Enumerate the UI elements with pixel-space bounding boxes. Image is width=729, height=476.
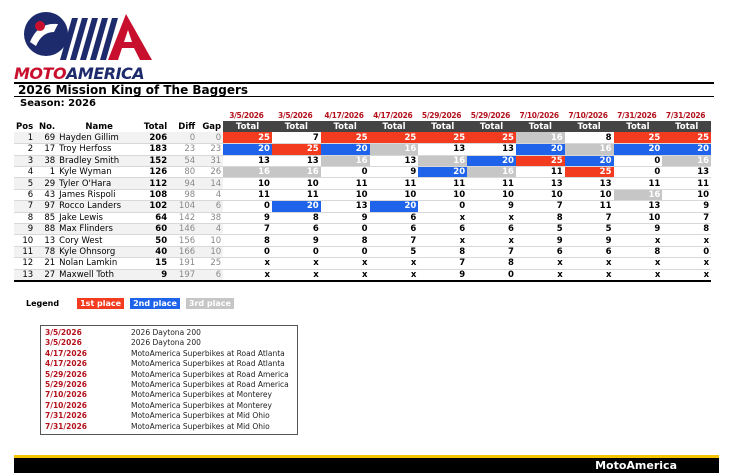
cell-race-points: 8 (223, 235, 272, 246)
cell-race-points: 16 (565, 144, 614, 155)
event-name: 2026 Daytona 200 (131, 338, 201, 348)
cell-name: Kyle Ohnsorg (57, 246, 141, 257)
cell-race-points: 9 (565, 235, 614, 246)
cell-diff: 94 (169, 178, 197, 189)
cell-race-points: 11 (662, 178, 711, 189)
cell-total: 60 (141, 224, 169, 235)
cell-name: Hayden Gillim (57, 132, 141, 143)
cell-diff: 80 (169, 167, 197, 178)
cell-name: Tyler O'Hara (57, 178, 141, 189)
cell-gap: 10 (197, 235, 223, 246)
race-total-header: Total (614, 121, 663, 132)
event-date: 5/29/2026 (45, 369, 88, 379)
cell-pos: 8 (14, 212, 35, 223)
event-date: 3/5/2026 (45, 328, 82, 337)
legend-first-place: 1st place (77, 298, 124, 309)
cell-race-points: 10 (223, 178, 272, 189)
race-date-header: 7/10/2026 (568, 111, 608, 120)
cell-race-points: x (223, 269, 272, 281)
cell-race-points: 11 (370, 178, 419, 189)
race-date-header: 5/29/2026 (470, 111, 511, 120)
cell-race-points: 10 (272, 178, 321, 189)
standings-body (14, 132, 711, 280)
page-title: 2026 Mission King of The Baggers (18, 83, 249, 97)
header-pos: Pos (16, 121, 34, 132)
cell-total: 9 (141, 269, 169, 281)
cell-race-points: 25 (272, 144, 321, 155)
cell-no: 38 (35, 155, 57, 166)
table-row (14, 167, 711, 178)
cell-total: 50 (141, 235, 169, 246)
cell-race-points: x (662, 258, 711, 269)
cell-diff: 98 (169, 189, 197, 200)
cell-race-points: 8 (321, 235, 370, 246)
table-row (14, 144, 711, 155)
cell-race-points: 25 (321, 132, 370, 143)
legend (26, 298, 240, 309)
cell-race-points: 20 (370, 201, 419, 212)
event-name: MotoAmerica Superbikes at Monterey (131, 390, 272, 400)
cell-race-points: 9 (467, 201, 516, 212)
event-date: 7/10/2026 (45, 390, 88, 400)
cell-race-points: 20 (614, 144, 663, 155)
cell-pos: 4 (14, 167, 35, 178)
cell-no: 17 (35, 144, 57, 155)
cell-race-points: 16 (662, 155, 711, 166)
cell-gap: 38 (197, 212, 223, 223)
table-row (14, 212, 711, 223)
cell-race-points: 20 (467, 155, 516, 166)
cell-gap: 23 (197, 144, 223, 155)
cell-race-points: x (418, 212, 467, 223)
cell-race-points: 8 (516, 212, 565, 223)
cell-race-points: 8 (418, 246, 467, 257)
cell-total: 40 (141, 246, 169, 257)
cell-race-points: x (223, 258, 272, 269)
cell-race-points: 16 (614, 189, 663, 200)
cell-race-points: 11 (418, 178, 467, 189)
race-total-header: Total (565, 121, 614, 132)
cell-pos: 12 (14, 258, 35, 269)
event-date: 7/31/2026 (45, 421, 88, 431)
event-row (45, 411, 293, 421)
cell-race-points: 16 (370, 144, 419, 155)
cell-race-points: 16 (272, 167, 321, 178)
race-dates-row (222, 111, 710, 121)
cell-race-points: x (272, 258, 321, 269)
cell-race-points: 0 (662, 246, 711, 257)
cell-race-points: 10 (418, 189, 467, 200)
event-row (45, 359, 293, 369)
table-row (14, 224, 711, 235)
season-label: Season: 2026 (20, 98, 96, 109)
cell-total: 112 (141, 178, 169, 189)
event-name: MotoAmerica Superbikes at Mid Ohio (131, 421, 270, 431)
table-header-row (14, 121, 711, 132)
cell-race-points: 9 (662, 201, 711, 212)
cell-name: James Rispoli (57, 189, 141, 200)
motoamerica-logo (14, 8, 160, 83)
cell-race-points: 9 (614, 224, 663, 235)
cell-race-points: x (516, 269, 565, 281)
cell-diff: 146 (169, 224, 197, 235)
cell-race-points: x (467, 235, 516, 246)
cell-pos: 10 (14, 235, 35, 246)
event-row (45, 328, 293, 338)
cell-race-points: 11 (516, 167, 565, 178)
standings-table (14, 121, 711, 282)
cell-race-points: 13 (516, 178, 565, 189)
cell-name: Bradley Smith (57, 155, 141, 166)
cell-race-points: 7 (418, 258, 467, 269)
cell-race-points: 9 (370, 167, 419, 178)
footer-bar (14, 455, 719, 473)
cell-no: 43 (35, 189, 57, 200)
cell-race-points: 13 (272, 155, 321, 166)
legend-second-place: 2nd place (130, 298, 180, 309)
cell-race-points: 20 (418, 167, 467, 178)
cell-pos: 5 (14, 178, 35, 189)
cell-race-points: 20 (272, 201, 321, 212)
cell-gap: 6 (197, 201, 223, 212)
cell-race-points: 16 (467, 167, 516, 178)
cell-total: 108 (141, 189, 169, 200)
cell-race-points: 0 (321, 167, 370, 178)
race-date-header: 7/31/2026 (617, 111, 657, 120)
header-name: Name (85, 121, 113, 132)
race-total-header: Total (516, 121, 565, 132)
race-date-header: 7/10/2026 (519, 111, 559, 120)
cell-diff: 54 (169, 155, 197, 166)
cell-race-points: 25 (662, 132, 711, 143)
cell-pos: 6 (14, 189, 35, 200)
cell-gap: 14 (197, 178, 223, 189)
cell-race-points: x (370, 269, 419, 281)
cell-diff: 142 (169, 212, 197, 223)
cell-race-points: x (418, 235, 467, 246)
legend-third-place: 3rd place (186, 298, 234, 309)
event-row (45, 380, 293, 390)
cell-pos: 1 (14, 132, 35, 143)
cell-gap: 25 (197, 258, 223, 269)
race-date-header: 5/29/2026 (421, 111, 462, 120)
events-list (40, 325, 298, 435)
cell-race-points: 0 (467, 269, 516, 281)
cell-name: Jake Lewis (57, 212, 141, 223)
cell-race-points: x (370, 258, 419, 269)
cell-race-points: 13 (223, 155, 272, 166)
cell-race-points: 7 (565, 212, 614, 223)
cell-no: 27 (35, 269, 57, 281)
race-total-header: Total (223, 121, 272, 132)
event-name: MotoAmerica Superbikes at Road Atlanta (131, 348, 285, 358)
cell-race-points: x (662, 235, 711, 246)
cell-name: Troy Herfoss (57, 144, 141, 155)
cell-pos: 3 (14, 155, 35, 166)
cell-race-points: 10 (614, 212, 663, 223)
event-date: 4/17/2026 (45, 359, 88, 369)
cell-no: 29 (35, 178, 57, 189)
footer-brand: MotoAmerica (595, 459, 677, 472)
cell-race-points: x (516, 258, 565, 269)
cell-race-points: 9 (418, 269, 467, 281)
cell-race-points: 6 (418, 224, 467, 235)
cell-race-points: 6 (516, 246, 565, 257)
title-bar (14, 82, 714, 97)
cell-pos: 7 (14, 201, 35, 212)
race-date-header: 3/5/2026 (229, 111, 264, 120)
cell-race-points: 11 (272, 189, 321, 200)
cell-total: 102 (141, 201, 169, 212)
race-date-header: 4/17/2026 (373, 111, 413, 120)
event-name: MotoAmerica Superbikes at Road Atlanta (131, 359, 285, 369)
cell-total: 64 (141, 212, 169, 223)
header-diff: Diff (178, 121, 196, 132)
cell-total: 15 (141, 258, 169, 269)
cell-race-points: 25 (614, 132, 663, 143)
cell-gap: 6 (197, 269, 223, 281)
cell-race-points: 0 (418, 201, 467, 212)
cell-name: Maxwell Toth (57, 269, 141, 281)
cell-race-points: 25 (565, 167, 614, 178)
cell-race-points: 13 (370, 155, 419, 166)
cell-race-points: x (467, 212, 516, 223)
cell-race-points: x (565, 269, 614, 281)
event-row (45, 422, 293, 432)
cell-diff: 156 (169, 235, 197, 246)
header-total: Total (143, 121, 168, 132)
cell-gap: 26 (197, 167, 223, 178)
event-name: MotoAmerica Superbikes at Road America (131, 379, 289, 389)
table-row (14, 269, 711, 281)
cell-race-points: 8 (662, 224, 711, 235)
cell-race-points: 25 (370, 132, 419, 143)
cell-race-points: 7 (467, 246, 516, 257)
cell-race-points: 11 (565, 201, 614, 212)
event-name: MotoAmerica Superbikes at Road America (131, 369, 289, 379)
cell-race-points: 20 (565, 155, 614, 166)
race-total-header: Total (321, 121, 370, 132)
cell-race-points: 13 (321, 201, 370, 212)
event-name: 2026 Daytona 200 (131, 328, 201, 337)
cell-race-points: 7 (223, 224, 272, 235)
cell-name: Cory West (57, 235, 141, 246)
cell-pos: 11 (14, 246, 35, 257)
cell-name: Nolan Lamkin (57, 258, 141, 269)
cell-race-points: x (614, 269, 663, 281)
race-date-header: 3/5/2026 (278, 111, 313, 120)
cell-pos: 13 (14, 269, 35, 281)
cell-race-points: 6 (467, 224, 516, 235)
cell-diff: 166 (169, 246, 197, 257)
cell-race-points: 7 (272, 132, 321, 143)
cell-race-points: 8 (272, 212, 321, 223)
header-gap: Gap (202, 121, 222, 132)
cell-race-points: x (321, 258, 370, 269)
cell-diff: 104 (169, 201, 197, 212)
event-row (45, 349, 293, 359)
cell-race-points: 6 (370, 224, 419, 235)
cell-diff: 23 (169, 144, 197, 155)
event-name: MotoAmerica Superbikes at Monterey (131, 400, 272, 410)
cell-gap: 31 (197, 155, 223, 166)
race-date-header: 4/17/2026 (324, 111, 364, 120)
logo-wordmark: MOTOAMERICA (14, 64, 145, 83)
event-date: 5/29/2026 (45, 379, 88, 389)
cell-race-points: 8 (614, 246, 663, 257)
cell-race-points: 6 (272, 224, 321, 235)
cell-no: 69 (35, 132, 57, 143)
cell-race-points: 0 (223, 246, 272, 257)
cell-race-points: 13 (662, 167, 711, 178)
table-row (14, 201, 711, 212)
cell-race-points: 16 (418, 155, 467, 166)
cell-race-points: 25 (223, 132, 272, 143)
cell-pos: 9 (14, 224, 35, 235)
cell-race-points: 11 (467, 178, 516, 189)
cell-diff: 0 (169, 132, 197, 143)
cell-race-points: x (614, 235, 663, 246)
cell-race-points: 8 (565, 132, 614, 143)
cell-no: 85 (35, 212, 57, 223)
cell-race-points: 0 (614, 167, 663, 178)
cell-race-points: 0 (223, 201, 272, 212)
cell-race-points: 7 (516, 201, 565, 212)
event-row (45, 390, 293, 400)
cell-race-points: x (662, 269, 711, 281)
cell-race-points: 9 (223, 212, 272, 223)
cell-race-points: 5 (565, 224, 614, 235)
cell-race-points: 5 (370, 246, 419, 257)
event-date: 7/10/2026 (45, 400, 88, 410)
cell-no: 78 (35, 246, 57, 257)
cell-diff: 197 (169, 269, 197, 281)
logo-graphic (14, 8, 160, 66)
race-total-header: Total (662, 121, 711, 132)
cell-race-points: 13 (614, 201, 663, 212)
cell-race-points: 16 (223, 167, 272, 178)
cell-race-points: 7 (662, 212, 711, 223)
cell-race-points: 10 (370, 189, 419, 200)
cell-race-points: 5 (516, 224, 565, 235)
event-row (45, 338, 293, 348)
table-row (14, 258, 711, 269)
cell-no: 1 (35, 167, 57, 178)
cell-race-points: 10 (662, 189, 711, 200)
race-total-header: Total (467, 121, 516, 132)
event-date: 4/17/2026 (45, 348, 88, 358)
cell-total: 183 (141, 144, 169, 155)
cell-race-points: 6 (370, 212, 419, 223)
cell-no: 88 (35, 224, 57, 235)
cell-gap: 4 (197, 189, 223, 200)
cell-race-points: 10 (516, 189, 565, 200)
cell-name: Max Flinders (57, 224, 141, 235)
cell-total: 126 (141, 167, 169, 178)
table-row (14, 235, 711, 246)
cell-total: 206 (141, 132, 169, 143)
cell-diff: 191 (169, 258, 197, 269)
cell-race-points: 9 (272, 235, 321, 246)
cell-race-points: 0 (272, 246, 321, 257)
event-row (45, 401, 293, 411)
cell-name: Kyle Wyman (57, 167, 141, 178)
race-date-header: 7/31/2026 (665, 111, 706, 120)
cell-race-points: 0 (321, 246, 370, 257)
cell-race-points: x (565, 258, 614, 269)
cell-race-points: 6 (565, 246, 614, 257)
cell-name: Rocco Landers (57, 201, 141, 212)
cell-race-points: x (272, 269, 321, 281)
event-date: 3/5/2026 (45, 338, 82, 348)
cell-race-points: 16 (516, 132, 565, 143)
cell-race-points: 9 (516, 235, 565, 246)
table-row (14, 178, 711, 189)
cell-race-points: 13 (565, 178, 614, 189)
cell-race-points: x (614, 258, 663, 269)
cell-race-points: 0 (321, 224, 370, 235)
cell-race-points: 20 (516, 144, 565, 155)
cell-gap: 0 (197, 132, 223, 143)
cell-no: 21 (35, 258, 57, 269)
cell-race-points: 25 (467, 132, 516, 143)
event-name: MotoAmerica Superbikes at Mid Ohio (131, 411, 270, 421)
cell-race-points: 10 (565, 189, 614, 200)
cell-race-points: 20 (321, 144, 370, 155)
legend-title: Legend (26, 299, 60, 308)
table-row (14, 132, 711, 143)
cell-race-points: 25 (418, 132, 467, 143)
cell-race-points: x (321, 269, 370, 281)
cell-gap: 10 (197, 246, 223, 257)
cell-total: 152 (141, 155, 169, 166)
cell-race-points: 13 (418, 144, 467, 155)
race-total-header: Total (370, 121, 419, 132)
header-no: No. (38, 121, 56, 132)
cell-race-points: 11 (321, 178, 370, 189)
cell-race-points: 10 (321, 189, 370, 200)
cell-race-points: 7 (370, 235, 419, 246)
table-row (14, 155, 711, 166)
cell-race-points: 13 (467, 144, 516, 155)
cell-gap: 4 (197, 224, 223, 235)
cell-race-points: 25 (516, 155, 565, 166)
cell-no: 13 (35, 235, 57, 246)
event-date: 7/31/2026 (45, 411, 88, 421)
race-total-header: Total (418, 121, 467, 132)
cell-race-points: 11 (223, 189, 272, 200)
race-total-header: Total (272, 121, 321, 132)
table-row (14, 246, 711, 257)
cell-pos: 2 (14, 144, 35, 155)
cell-race-points: 20 (662, 144, 711, 155)
cell-race-points: 8 (467, 258, 516, 269)
cell-race-points: 9 (321, 212, 370, 223)
cell-race-points: 0 (614, 155, 663, 166)
cell-race-points: 11 (614, 178, 663, 189)
cell-race-points: 10 (467, 189, 516, 200)
table-row (14, 189, 711, 200)
cell-race-points: 20 (223, 144, 272, 155)
cell-race-points: 16 (321, 155, 370, 166)
event-row (45, 370, 293, 380)
cell-no: 97 (35, 201, 57, 212)
